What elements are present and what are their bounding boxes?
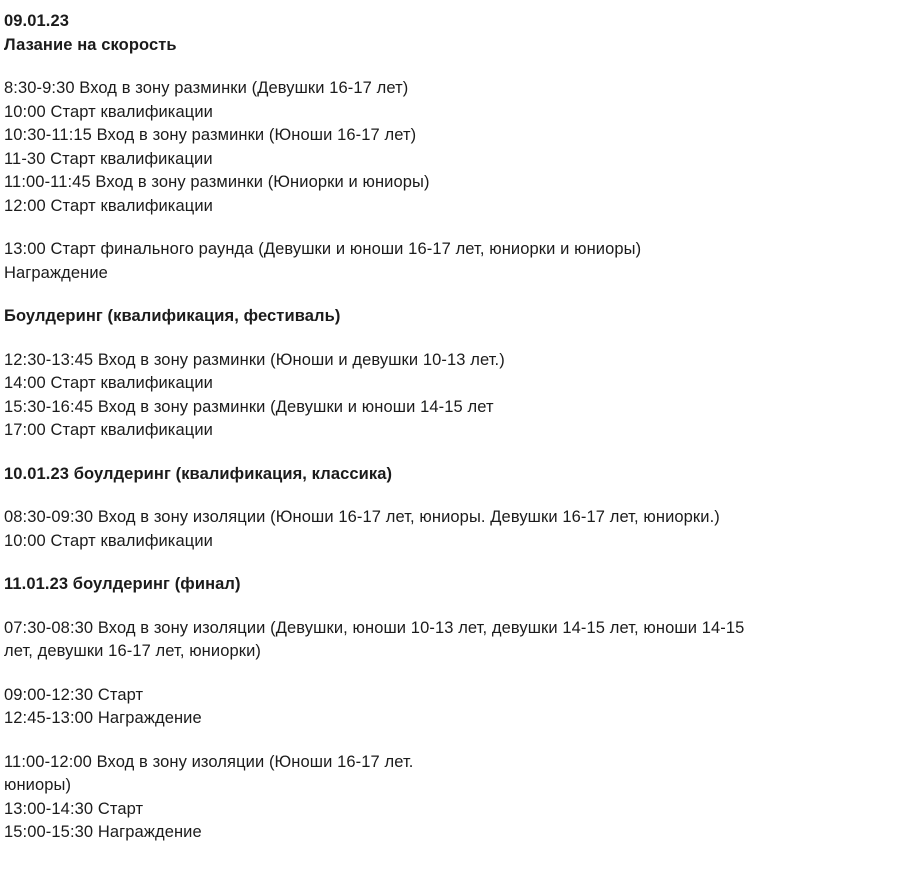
schedule-line: 10:00 Старт квалификации <box>4 102 213 121</box>
schedule-heading-line: 11.01.23 боулдеринг (финал) <box>4 575 241 593</box>
schedule-line: 13:00 Старт финального раунда (Девушки и юноши 16-17 лет, юниорки и юниоры) <box>4 240 642 258</box>
schedule-line: 12:45-13:00 Награждение <box>4 709 202 727</box>
schedule-heading-line: Лазание на скорость <box>4 35 177 54</box>
paragraph-spacer <box>4 664 888 684</box>
schedule-line: 12:00 Старт квалификации <box>4 196 213 215</box>
paragraph-spacer <box>4 285 888 305</box>
paragraph-spacer <box>4 443 888 463</box>
schedule-line: 11-30 Старт квалификации <box>4 149 213 168</box>
schedule-text-body <box>4 10 888 845</box>
paragraph-spacer <box>4 597 888 617</box>
schedule-line: юниоры) <box>4 776 72 794</box>
paragraph-spacer <box>4 731 888 751</box>
schedule-line: 11:00-11:45 Вход в зону разминки (Юниорки и юниоры) <box>4 173 430 191</box>
schedule-line: 14:00 Старт квалификации <box>4 374 213 392</box>
schedule-line: 8:30-9:30 Вход в зону разминки (Девушки 16-17 лет) <box>4 79 409 97</box>
schedule-line: 10:00 Старт квалификации <box>4 531 213 550</box>
paragraph-spacer <box>4 57 888 77</box>
schedule-line: 13:00-14:30 Старт <box>4 799 144 818</box>
schedule-heading-line: 09.01.23 <box>4 12 70 30</box>
paragraph-spacer <box>4 553 888 573</box>
paragraph-spacer <box>4 218 888 238</box>
schedule-line: 17:00 Старт квалификации <box>4 421 213 439</box>
paragraph-spacer <box>4 329 888 349</box>
schedule-line: 07:30-08:30 Вход в зону изоляции (Девушки, юноши 10-13 лет, девушки 14-15 лет, юноши 14-15 <box>4 618 745 637</box>
schedule-line: Награждение <box>4 263 108 282</box>
schedule-line: 12:30-13:45 Вход в зону разминки (Юноши и девушки 10-13 лет.) <box>4 350 505 369</box>
schedule-line: 09:00-12:30 Старт <box>4 685 144 704</box>
schedule-line: 15:00-15:30 Награждение <box>4 823 202 841</box>
paragraph-spacer <box>4 486 888 506</box>
schedule-line: 15:30-16:45 Вход в зону разминки (Девушки и юноши 14-15 лет <box>4 397 494 416</box>
schedule-heading-line: Боулдеринг (квалификация, фестиваль) <box>4 307 341 325</box>
schedule-line: 08:30-09:30 Вход в зону изоляции (Юноши 16-17 лет, юниоры. Девушки 16-17 лет, юниорки.) <box>4 508 720 526</box>
schedule-line: 10:30-11:15 Вход в зону разминки (Юноши 16-17 лет) <box>4 126 417 144</box>
schedule-heading-line: 10.01.23 боулдеринг (квалификация, классика) <box>4 464 393 483</box>
schedule-line: 11:00-12:00 Вход в зону изоляции (Юноши 16-17 лет. <box>4 752 414 771</box>
schedule-line: лет, девушки 16-17 лет, юниорки) <box>4 642 261 660</box>
